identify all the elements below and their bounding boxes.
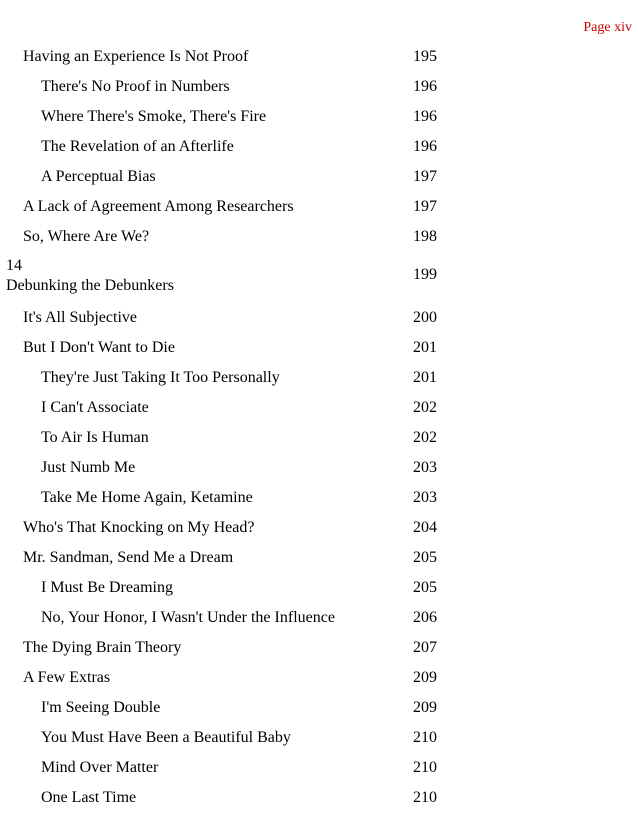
toc-entry-title: Where There's Smoke, There's Fire bbox=[41, 108, 267, 125]
toc-entry[interactable] bbox=[0, 693, 638, 723]
toc-entry-title: One Last Time bbox=[41, 789, 137, 806]
toc-entry-title: The Revelation of an Afterlife bbox=[41, 138, 234, 155]
toc-entry[interactable] bbox=[0, 333, 638, 363]
toc-entry[interactable] bbox=[0, 363, 638, 393]
toc-page-number: 206 bbox=[413, 609, 437, 626]
toc-entry-title: It's All Subjective bbox=[23, 309, 137, 326]
toc-entry[interactable] bbox=[0, 42, 638, 72]
toc-entry-title: Take Me Home Again, Ketamine bbox=[41, 489, 253, 506]
toc-entry-title: A Lack of Agreement Among Researchers bbox=[23, 198, 294, 215]
toc-entry-title: The Dying Brain Theory bbox=[23, 639, 182, 656]
toc-entry[interactable] bbox=[0, 633, 638, 663]
toc-entry[interactable] bbox=[0, 603, 638, 633]
toc-entry[interactable] bbox=[0, 543, 638, 573]
toc-page-number: 196 bbox=[413, 108, 437, 125]
toc-page-number: 195 bbox=[413, 48, 437, 65]
chapter-number: 14 bbox=[6, 257, 22, 274]
toc-page-number: 209 bbox=[413, 699, 437, 716]
toc-page-number: 202 bbox=[413, 429, 437, 446]
toc-entry[interactable] bbox=[0, 393, 638, 423]
toc-entry[interactable] bbox=[0, 102, 638, 132]
toc-chapter-entry[interactable] bbox=[0, 252, 638, 303]
toc-page-number: 210 bbox=[413, 789, 437, 806]
toc-page-number: 199 bbox=[413, 266, 437, 283]
toc-page-number: 202 bbox=[413, 399, 437, 416]
toc-page-number: 205 bbox=[413, 579, 437, 596]
toc-entry[interactable] bbox=[0, 513, 638, 543]
toc-page-number: 196 bbox=[413, 78, 437, 95]
toc-entry-title: You Must Have Been a Beautiful Baby bbox=[41, 729, 291, 746]
toc-entry-title: There's No Proof in Numbers bbox=[41, 78, 230, 95]
toc-entry-title: Just Numb Me bbox=[41, 459, 136, 476]
toc-entry[interactable] bbox=[0, 132, 638, 162]
toc-page-number: 203 bbox=[413, 489, 437, 506]
toc-entry[interactable] bbox=[0, 423, 638, 453]
toc-entry[interactable] bbox=[0, 222, 638, 252]
table-of-contents bbox=[0, 42, 638, 813]
toc-entry-title: They're Just Taking It Too Personally bbox=[41, 369, 280, 386]
toc-entry[interactable] bbox=[0, 72, 638, 102]
toc-entry[interactable] bbox=[0, 162, 638, 192]
toc-entry-title: But I Don't Want to Die bbox=[23, 339, 175, 356]
toc-entry-title: So, Where Are We? bbox=[23, 228, 150, 245]
toc-entry[interactable] bbox=[0, 192, 638, 222]
toc-entry-title: To Air Is Human bbox=[41, 429, 149, 446]
toc-page-number: 205 bbox=[413, 549, 437, 566]
toc-page-number: 200 bbox=[413, 309, 437, 326]
toc-entry[interactable] bbox=[0, 663, 638, 693]
toc-page-number: 207 bbox=[413, 639, 437, 656]
toc-entry[interactable] bbox=[0, 783, 638, 813]
chapter-title: Debunking the Debunkers bbox=[6, 277, 174, 294]
toc-page-number: 197 bbox=[413, 168, 437, 185]
toc-page-number: 209 bbox=[413, 669, 437, 686]
chapter-heading bbox=[6, 256, 174, 296]
toc-entry-title: Mind Over Matter bbox=[41, 759, 159, 776]
toc-entry[interactable] bbox=[0, 723, 638, 753]
toc-entry-title: A Perceptual Bias bbox=[41, 168, 156, 185]
toc-entry[interactable] bbox=[0, 453, 638, 483]
toc-entry[interactable] bbox=[0, 483, 638, 513]
toc-page-number: 203 bbox=[413, 459, 437, 476]
toc-page-number: 196 bbox=[413, 138, 437, 155]
toc-page-number: 201 bbox=[413, 369, 437, 386]
toc-entry[interactable] bbox=[0, 753, 638, 783]
toc-page-number: 210 bbox=[413, 759, 437, 776]
toc-page-number: 198 bbox=[413, 228, 437, 245]
toc-entry-title: A Few Extras bbox=[23, 669, 111, 686]
page-number: Page xiv bbox=[583, 20, 632, 35]
toc-entry-title: Mr. Sandman, Send Me a Dream bbox=[23, 549, 234, 566]
toc-entry-title: No, Your Honor, I Wasn't Under the Influence bbox=[41, 609, 335, 626]
toc-page-number: 197 bbox=[413, 198, 437, 215]
toc-page-number: 210 bbox=[413, 729, 437, 746]
toc-entry-title: Having an Experience Is Not Proof bbox=[23, 48, 249, 65]
toc-entry[interactable] bbox=[0, 303, 638, 333]
toc-page-number: 204 bbox=[413, 519, 437, 536]
toc-entry-title: I'm Seeing Double bbox=[41, 699, 161, 716]
toc-page-number: 201 bbox=[413, 339, 437, 356]
toc-entry-title: I Can't Associate bbox=[41, 399, 149, 416]
toc-entry-title: I Must Be Dreaming bbox=[41, 579, 173, 596]
toc-entry[interactable] bbox=[0, 573, 638, 603]
toc-entry-title: Who's That Knocking on My Head? bbox=[23, 519, 255, 536]
